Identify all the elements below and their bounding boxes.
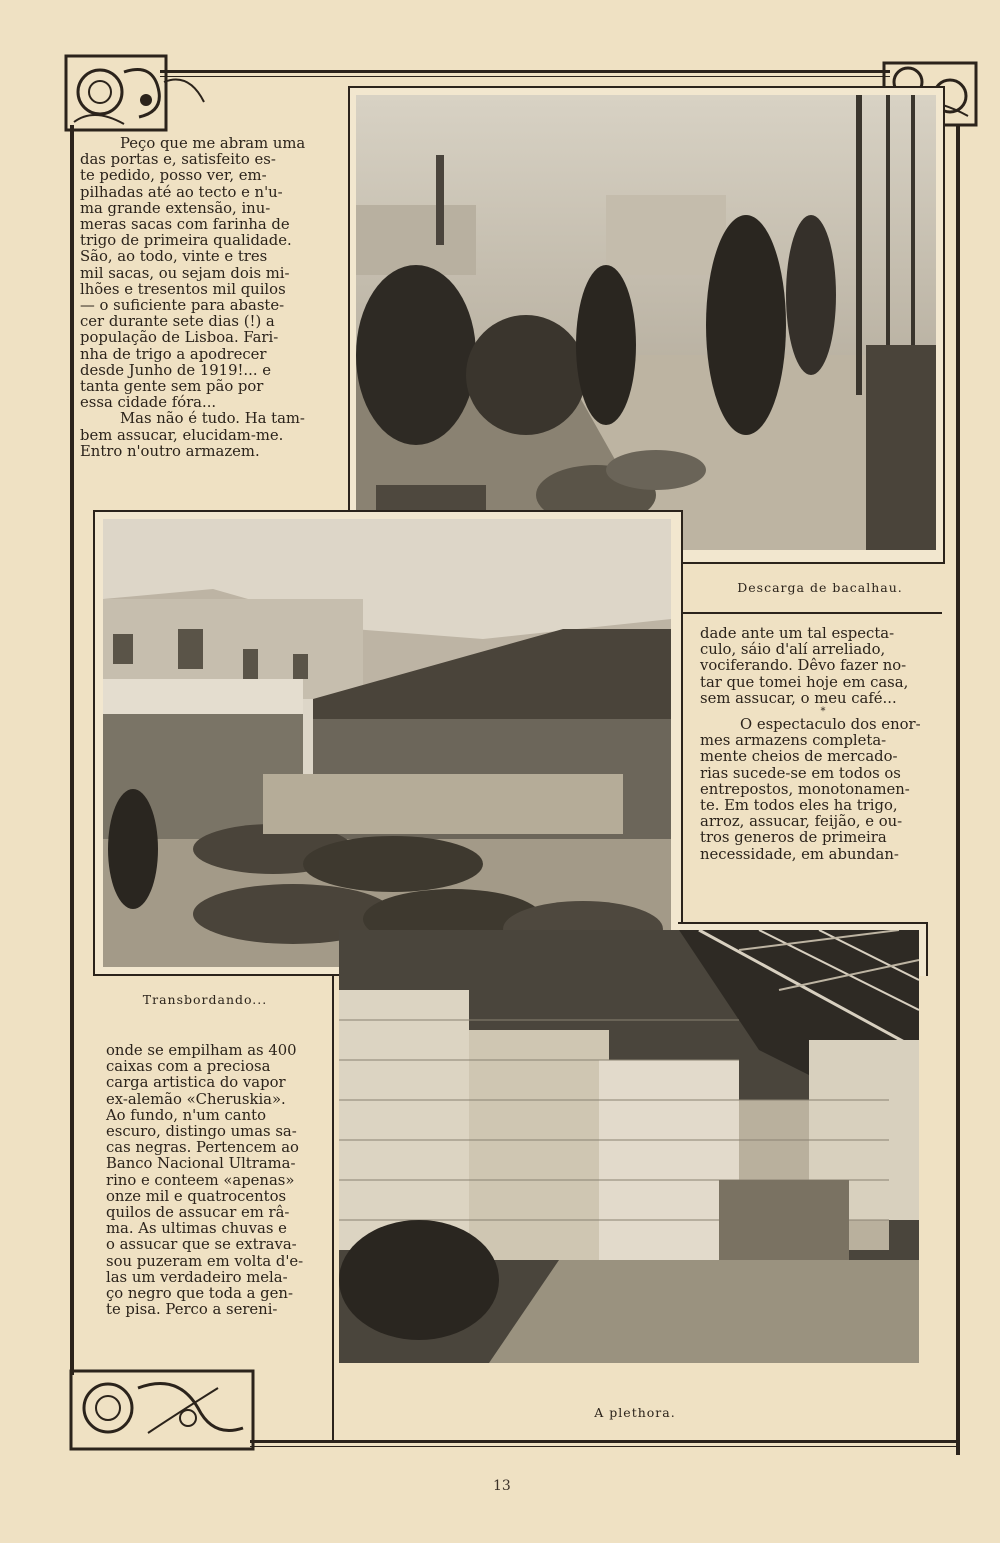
text-line: nha de trigo a apodrecer [80,345,267,363]
text-line: mente cheios de mercado- [700,748,898,766]
corner-ornament-bottom-left-icon [68,1368,258,1453]
corner-ornament-top-left-icon [64,52,209,137]
text-line: tros generos de primeira [700,829,887,847]
text-line: rias sucede-se em todos os [700,764,901,782]
text-line: necessidade, em abundan- [700,845,899,863]
text-line: cas negras. Pertencem ao [106,1139,299,1157]
text-line: Ao fundo, n'um canto [106,1106,266,1124]
text-line: onde se empilham as 400 [106,1042,297,1059]
frame-top-rule [160,70,890,73]
caption-rule [680,612,942,614]
text-line: São, ao todo, vinte e tres [80,248,268,266]
text-line: Entro n'outro armazem. [80,442,260,460]
text-line: o assucar que se extrava- [106,1236,297,1254]
text-line: culo, sáio d'alí arreliado, [700,641,886,659]
text-line: meras sacas com farinha de [80,216,290,234]
section-separator: * [820,706,826,718]
text-line: tar que tomei hoje em casa, [700,673,909,691]
caption-a-plethora: A plethora. [594,1405,676,1420]
article-column-left-top [80,136,323,460]
text-line: pilhadas até ao tecto e n'u- [80,183,283,201]
text-line: sem assucar, o meu café... [700,689,897,707]
text-line: arroz, assucar, feijão, e ou- [700,813,903,831]
text-line: — o suficiente para abaste- [80,297,285,315]
frame-top-rule-thin [160,76,890,77]
article-column-right-middle [700,626,946,863]
text-line: ma. As ultimas chuvas e [106,1220,287,1238]
text-line: rino e conteem «apenas» [106,1171,295,1189]
text-line: caixas com a preciosa [106,1058,271,1076]
text-line: escuro, distingo umas sa- [106,1123,297,1141]
text-line: te. Em todos eles ha trigo, [700,797,898,815]
text-line: desde Junho de 1919!... e [80,361,271,379]
text-line: te pisa. Perco a sereni- [106,1301,278,1319]
text-line: ço negro que toda a gen- [106,1285,293,1303]
text-line: dade ante um tal especta- [700,625,895,642]
text-line: onze mil e quatrocentos [106,1187,287,1205]
text-line: bem assucar, elucidam-me. [80,426,284,444]
text-line: te pedido, posso ver, em- [80,167,267,185]
text-line: quilos de assucar em râ- [106,1204,290,1222]
text-line: tanta gente sem pão por [80,378,264,396]
text-line: Mas não é tudo. Ha tam- [120,410,305,428]
text-line: Banco Nacional Ultrama- [106,1155,296,1173]
text-line: O espectaculo dos enor- [740,716,921,734]
page-number: 13 [493,1478,511,1494]
photo-a-plethora [339,930,919,1363]
text-line: ex-alemão «Cheruskia». [106,1090,286,1108]
frame-bottom-rule [250,1440,960,1443]
frame-right-rule [956,125,960,1455]
caption-descarga-de-bacalhau: Descarga de bacalhau. [737,580,903,595]
text-line: lhões e tresentos mil quilos [80,280,286,298]
text-line: sou puzeram em volta d'e- [106,1252,304,1270]
frame-bottom-rule-thin [250,1446,960,1447]
text-line: carga artistica do vapor [106,1074,286,1092]
text-line: das portas e, satisfeito es- [80,151,276,169]
text-line: vociferando. Dêvo fazer no- [700,657,907,675]
caption-rule [332,975,334,1440]
text-line: trigo de primeira qualidade. [80,232,292,250]
caption-transbordando: Transbordando... [142,992,268,1007]
frame-left-rule [70,125,74,1375]
text-line: essa cidade fóra... [80,394,217,412]
text-line: população de Lisboa. Fari- [80,329,279,347]
article-column-left-bottom [106,1043,304,1318]
photo-transbordando [103,519,671,967]
photo-descarga-de-bacalhau [356,95,936,550]
text-line: ma grande extensão, inu- [80,199,271,217]
text-line: mes armazens completa- [700,732,887,750]
text-line: cer durante sete dias (!) a [80,313,275,331]
text-line: Peço que me abram uma [120,135,306,152]
text-line: mil sacas, ou sejam dois mi- [80,264,290,282]
text-line: las um verdadeiro mela- [106,1268,288,1286]
text-line: entrepostos, monotonamen- [700,780,910,798]
